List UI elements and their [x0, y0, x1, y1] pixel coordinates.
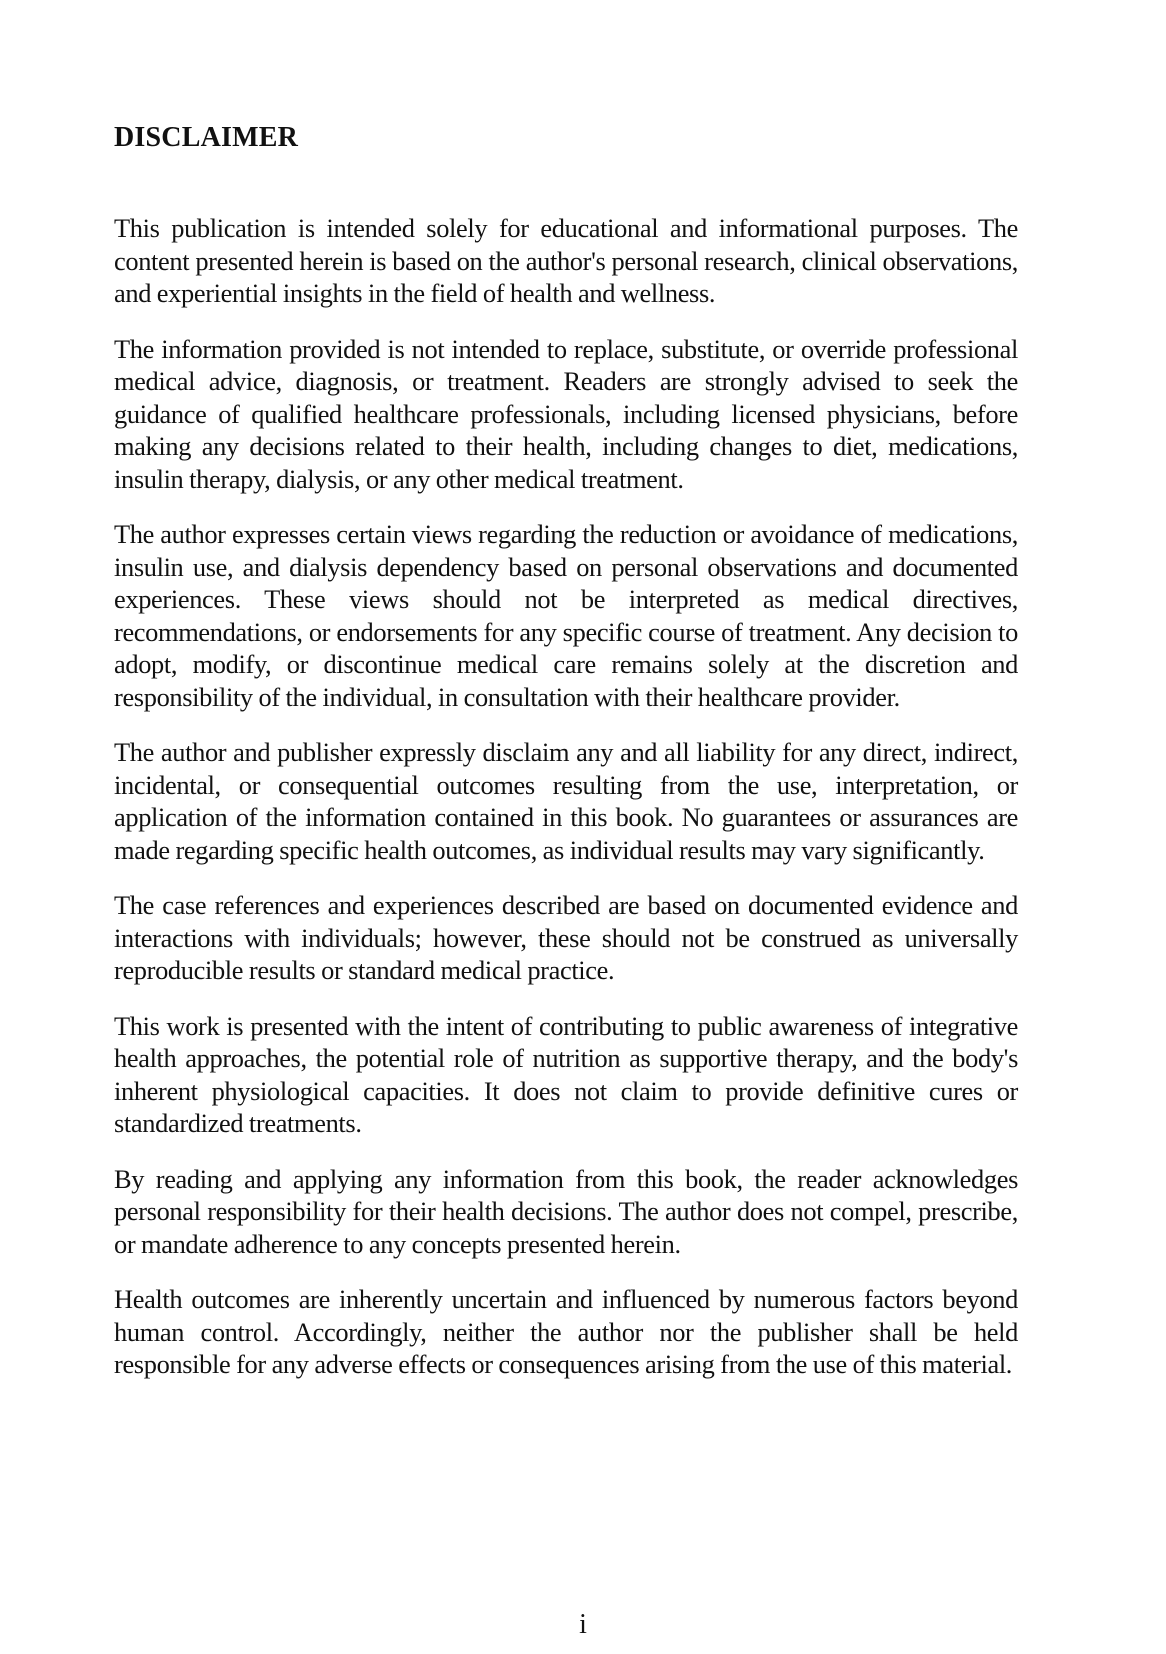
paragraph-uncertain-outcomes: Health outcomes are inherently uncertain and influenced by numerous factors beyond human control. Accordingly, neither the author nor the publisher shall be held responsible for any adverse effects or consequences arising from the use of this material. [114, 1284, 1018, 1379]
paragraph-case-references: The case references and experiences described are based on documented evidence and interactions with individuals; however, these should not be construed as universally reproducible results or standard medical practice. [114, 890, 1018, 985]
paragraph-liability: The author and publisher expressly disclaim any and all liability for any direct, indirect, incidental, or consequential outcomes resulting from the use, interpretation, or application of the information contained in this book. No guarantees or assurances are made regarding specific health outcomes, as individual results may vary significantly. [114, 737, 1018, 865]
paragraph-not-medical-advice: The information provided is not intended to replace, substitute, or override professional medical advice, diagnosis, or treatment. Readers are strongly advised to seek the guidance of qualified healthcare professionals, including licensed physicians, before making any decisions related to their health, including changes to diet, medications, insulin therapy, dialysis, or any other medical treatment. [114, 333, 1018, 494]
paragraph-intent: This work is presented with the intent of contributing to public awareness of integrative health approaches, the potential role of nutrition as supportive therapy, and the body's inherent physiological capacities. It does not claim to provide definitive cures or standardized treatments. [114, 1010, 1018, 1138]
page-title: DISCLAIMER [114, 122, 299, 153]
paragraph-reader-responsibility: By reading and applying any information from this book, the reader acknowledges personal responsibility for their health decisions. The author does not compel, prescribe, or mandate adherence to any concepts presented herein. [114, 1163, 1018, 1259]
paragraph-author-views: The author expresses certain views regarding the reduction or avoidance of medications, insulin use, and dialysis dependency based on personal observations and documented experiences. These views should not be interpreted as medical directives, recommendations, or endorsements for any specific course of treatment. Any decision to adopt, modify, or discontinue medical care remains solely at the discretion and responsibility of the individual, in consultation with their healthcare provider. [114, 519, 1018, 712]
disclaimer-body [114, 212, 1018, 1404]
paragraph-purpose: This publication is intended solely for educational and informational purposes. The content presented herein is based on the author's personal research, clinical observations, and experiential insights in the field of health and wellness. [114, 213, 1018, 308]
page-number: i [579, 1609, 587, 1640]
